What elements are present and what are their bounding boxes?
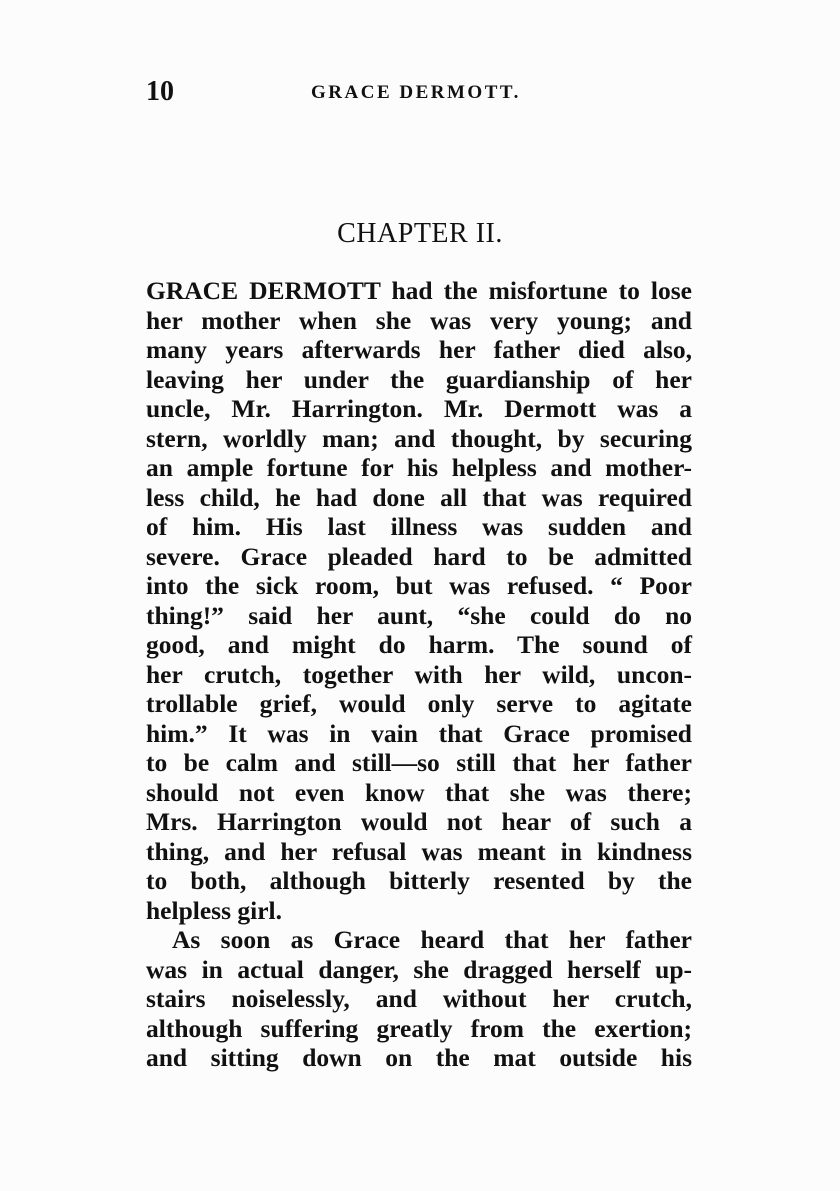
text-line: was in actual danger, she dragged herself up- bbox=[146, 954, 692, 984]
text-line: severe. Grace pleaded hard to be admitted bbox=[146, 541, 692, 571]
text-line: good, and might do harm. The sound of bbox=[146, 630, 692, 659]
text-line: an ample fortune for his helpless and mother- bbox=[146, 453, 692, 482]
text-line: uncle, Mr. Harrington. Mr. Dermott was a bbox=[146, 394, 692, 423]
text-line: many years afterwards her father died also, bbox=[146, 335, 692, 364]
page-number: 10 bbox=[146, 76, 174, 107]
text-line: leaving her under the guardianship of her bbox=[146, 364, 692, 394]
text-line: him.” It was in vain that Grace promised bbox=[146, 718, 692, 748]
text-line: thing, and her refusal was meant in kindness bbox=[146, 836, 692, 866]
paragraph-1 bbox=[146, 276, 692, 925]
text-line: As soon as Grace heard that her father bbox=[172, 925, 692, 954]
text-line: her crutch, together with her wild, uncon- bbox=[146, 659, 692, 689]
running-title: GRACE DERMOTT. bbox=[311, 82, 521, 103]
text-line: to both, although bitterly resented by the bbox=[146, 866, 692, 895]
text-line: trollable grief, would only serve to agitate bbox=[146, 689, 692, 718]
text-line: into the sick room, but was refused. “ Poor bbox=[146, 571, 692, 600]
text-line: and sitting down on the mat outside his bbox=[146, 1043, 692, 1072]
text-line: thing!” said her aunt, “she could do no bbox=[146, 600, 692, 630]
body-text bbox=[146, 276, 692, 1073]
text-line: should not even know that she was there; bbox=[146, 777, 692, 807]
chapter-heading: CHAPTER II. bbox=[337, 218, 503, 249]
text-line: GRACE DERMOTT had the misfortune to lose bbox=[146, 276, 692, 305]
text-line: Mrs. Harrington would not hear of such a bbox=[146, 807, 692, 836]
text-line: although suffering greatly from the exertion; bbox=[146, 1013, 692, 1043]
text-line: less child, he had done all that was required bbox=[146, 482, 692, 512]
text-line: to be calm and still—so still that her father bbox=[146, 748, 692, 777]
text-line: stairs noiselessly, and without her crutch, bbox=[146, 984, 692, 1013]
text-line: stern, worldly man; and thought, by securing bbox=[146, 423, 692, 453]
text-line: her mother when she was very young; and bbox=[146, 305, 692, 335]
text-line: helpless girl. bbox=[146, 895, 283, 925]
paragraph-2 bbox=[146, 925, 692, 1073]
text-line: of him. His last illness was sudden and bbox=[146, 512, 692, 541]
running-head bbox=[146, 76, 694, 110]
